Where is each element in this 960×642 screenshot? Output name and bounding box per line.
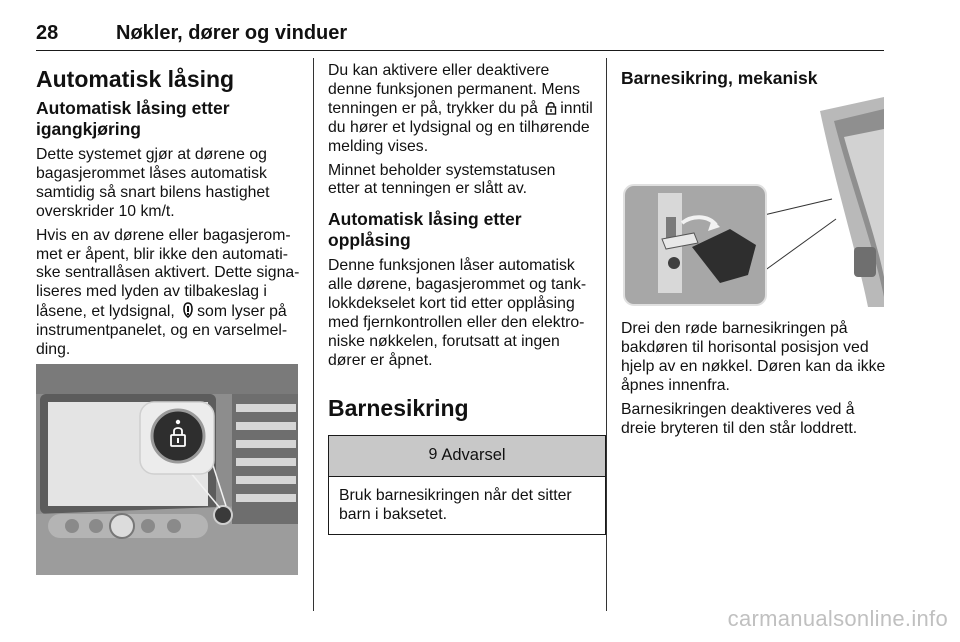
section-title-automatic-locking: Automatisk låsing: [36, 66, 235, 92]
dashboard-lock-button-illustration: [36, 364, 298, 575]
paragraph-auto-relock: Denne funksjonen låser automatisk alle dørene, bagasjerommet og tank- lokkdekselet kort tid etter opplåsing med fjernkontrollen eller den elektro- niske nøkkelen, forutsatt at ingen dører er åpnet.: [328, 257, 587, 369]
right-column: [621, 62, 887, 95]
warning-text: Bruk barnesikringen når det sitter barn i baksetet.: [339, 486, 572, 523]
paragraph-door-open-warning: Hvis en av dørene eller bagasjerom- met er åpent, blir ikke den automati- ske sentrallåsen aktivert. Dette signa- liseres med lyden av tilbakeslag i låsene, et lydsignal, som lyser på instrumentpanelet, og en varselmel- ding.: [36, 226, 300, 359]
page-header: [36, 16, 884, 51]
page-number: 28: [36, 22, 59, 44]
right-column-text: [621, 320, 889, 443]
column-divider-left: [313, 58, 314, 611]
paragraph-memory: Minnet beholder systemstatusen etter at tenningen er slått av.: [328, 161, 556, 198]
chapter-title: Nøkler, dører og vinduer: [116, 22, 348, 44]
left-column: [36, 62, 301, 365]
warning-header: [329, 436, 605, 477]
middle-column: [328, 62, 596, 535]
warning-box: [328, 435, 606, 535]
lock-button-icon: [545, 101, 557, 115]
column-divider-right: [606, 58, 607, 611]
warning-label: Advarsel: [441, 446, 506, 465]
child-lock-key-illustration: [622, 97, 884, 307]
subsection-title-auto-relock: Automatisk låsing etter opplåsing: [328, 209, 522, 251]
subsection-title-drive-lock: Automatisk låsing etter igangkjøring: [36, 98, 230, 139]
watermark: carmanualsonline.info: [727, 606, 948, 631]
warning-lamp-icon: [182, 302, 194, 318]
subsection-title-mechanical-child-lock: Barnesikring, mekanisk: [621, 68, 818, 88]
warning-triangle-icon: 9: [428, 446, 438, 464]
paragraph-deactivate-child-lock: Barnesikringen deaktiveres ved å dreie bryteren til den står loddrett.: [621, 400, 858, 437]
paragraph-activate-child-lock: Drei den røde barnesikringen på bakdøren til horisontal posisjon ved hjelp av en nøkkel. Døren kan da ikke åpnes innenfra.: [621, 320, 886, 394]
paragraph-drive-lock-intro: Dette systemet gjør at dørene og bagasjerommet låses automatisk samtidig så snart bilens hastighet overskrider 10 km/t.: [36, 146, 270, 220]
paragraph-permanent-toggle: Du kan aktivere eller deaktivere denne funksjonen permanent. Mens tenningen er på, trykker du på inntil du hører et lydsignal og en tilhørende melding vises.: [328, 62, 593, 155]
section-title-child-lock: Barnesikring: [328, 394, 469, 421]
